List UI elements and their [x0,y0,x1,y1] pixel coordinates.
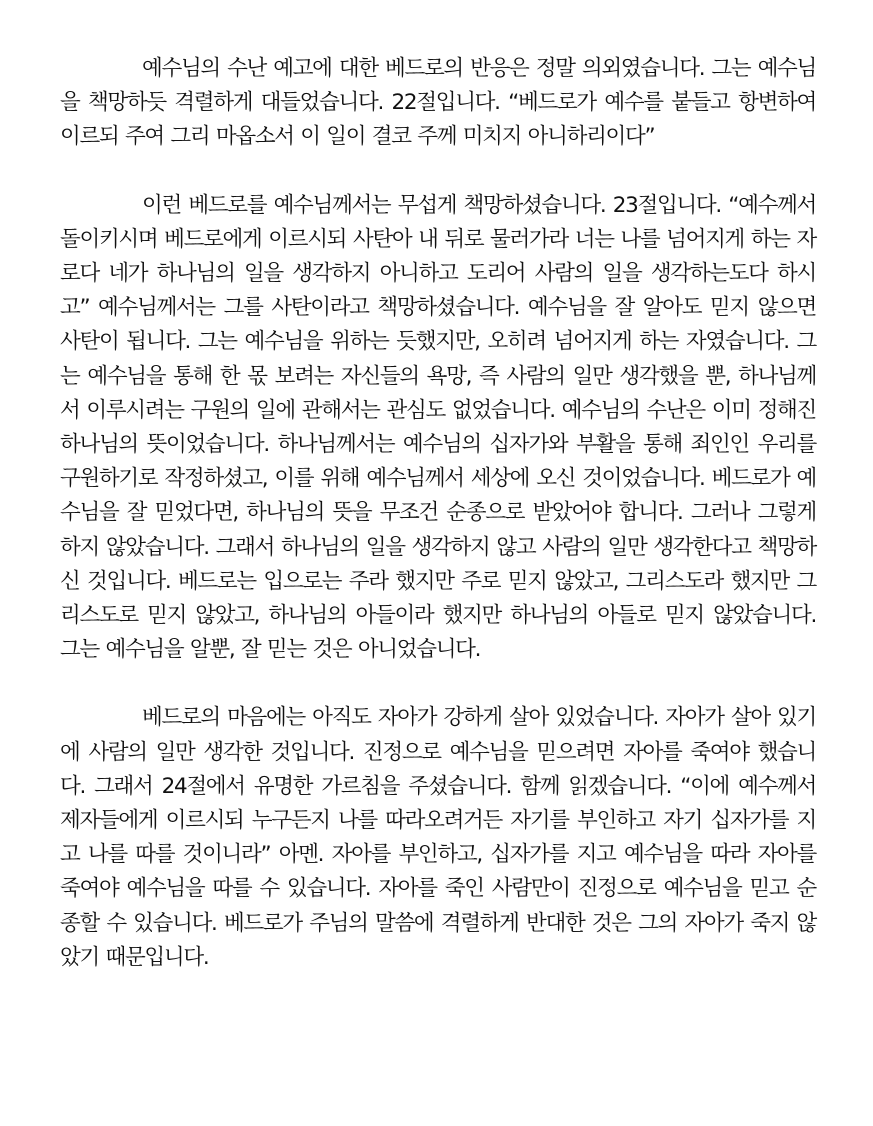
paragraph-3: 베드로의 마음에는 아직도 자아가 강하게 살아 있었습니다. 자아가 살아 있기에 사람의 일만 생각한 것입니다. 진정으로 예수님을 믿으려면 자아를 죽여야 했습니다. 그래서 24절에서 유명한 가르침을 주셨습니다. 함께 읽겠습니다. “이에 예수께서 제자들에게 이르시되 누구든지 나를 따라오려거든 자기를 부인하고 자기 십자가를 지고 나를 따를 것이니라” 아멘. 자아를 부인하고, 십자가를 지고 예수님을 따라 자아를 죽여야 예수님을 따를 수 있습니다. 자아를 죽인 사람만이 진정으로 예수님을 믿고 순종할 수 있습니다. 베드로가 주님의 말씀에 격렬하게 반대한 것은 그의 자아가 죽지 않았기 때문입니다. [60,705,816,970]
document-page [60,52,816,975]
paragraph-1: 예수님의 수난 예고에 대한 베드로의 반응은 정말 의외였습니다. 그는 예수님을 책망하듯 격렬하게 대들었습니다. 22절입니다. “베드로가 예수를 붙들고 항변하여 이르되 주여 그리 마옵소서 이 일이 결코 주께 미치지 아니하리이다” [60,56,816,150]
paragraph-2: 이런 베드로를 예수님께서는 무섭게 책망하셨습니다. 23절입니다. “예수께서 돌이키시며 베드로에게 이르시되 사탄아 내 뒤로 물러가라 너는 나를 넘어지게 하는 자로다 네가 하나님의 일을 생각하지 아니하고 도리어 사람의 일을 생각하는도다 하시고” 예수님께서는 그를 사탄이라고 책망하셨습니다. 예수님을 잘 알아도 믿지 않으면 사탄이 됩니다. 그는 예수님을 위하는 듯했지만, 오히려 넘어지게 하는 자였습니다. 그는 예수님을 통해 한 몫 보려는 자신들의 욕망, 즉 사람의 일만 생각했을 뿐, 하나님께서 이루시려는 구원의 일에 관해서는 관심도 없었습니다. 예수님의 수난은 이미 정해진 하나님의 뜻이었습니다. 하나님께서는 예수님의 십자가와 부활을 통해 죄인인 우리를 구원하기로 작정하셨고, 이를 위해 예수님께서 세상에 오신 것이었습니다. 베드로가 예수님을 잘 믿었다면, 하나님의 뜻을 무조건 순종으로 받았어야 합니다. 그러나 그렇게 하지 않았습니다. 그래서 하나님의 일을 생각하지 않고 사람의 일만 생각한다고 책망하신 것입니다. 베드로는 입으로는 주라 했지만 주로 믿지 않았고, 그리스도라 했지만 그리스도로 믿지 않았고, 하나님의 아들이라 했지만 하나님의 아들로 믿지 않았습니다. 그는 예수님을 알뿐, 잘 믿는 것은 아니었습니다. [60,192,816,663]
